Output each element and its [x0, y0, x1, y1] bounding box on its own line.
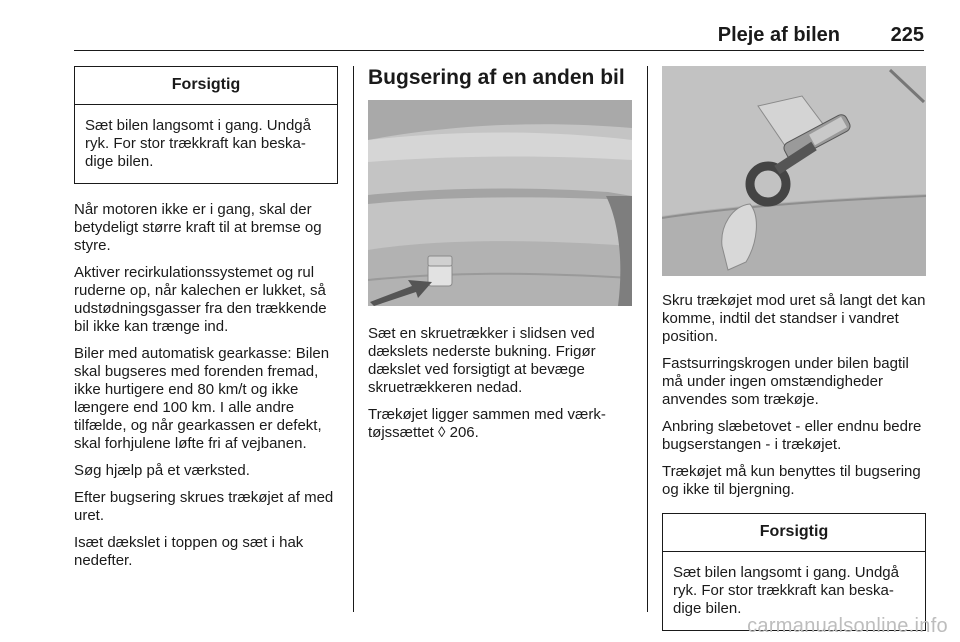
paragraph: Efter bugsering skrues trækøjet af med uret.: [74, 489, 334, 524]
paragraph: Sæt en skruetrækker i slidsen ved dækslets nederste bukning. Frigør dækslet ved forsigtigt at bevæge skruetrækkeren nedad.: [368, 325, 596, 396]
paragraph: Aktiver recirkulationssystemet og rul ruderne op, når kalechen er lukket, så udstødningsgasser fra den trækkende bil ikke kan trænge ind.: [74, 264, 327, 335]
paragraph: Når motoren ikke er i gang, skal der betydeligt større kraft til at bremse og styre.: [74, 201, 322, 254]
caution-box: [662, 513, 926, 631]
page-reference: 206.: [449, 424, 479, 441]
column-divider-1: [353, 66, 354, 612]
bumper-illustration: [368, 100, 632, 306]
paragraph-text: Trækøjet ligger sammen med værktøjssættet: [368, 406, 606, 441]
column-1: [74, 66, 338, 579]
column-2: [368, 66, 632, 451]
paragraph: Søg hjælp på et værksted.: [74, 462, 250, 479]
caution-heading: Forsigtig: [75, 67, 337, 105]
bumper-cover-figure: [368, 100, 632, 306]
paragraph: Trækøjet må kun benyttes til bugsering og ikke til bjergning.: [662, 463, 921, 498]
column-divider-2: [647, 66, 648, 612]
paragraph: Anbring slæbetovet - eller endnu bedre bugserstangen - i trækøjet.: [662, 418, 922, 453]
header-rule: [74, 50, 924, 51]
tow-eye-illustration: [662, 66, 926, 276]
caution-text: Sæt bilen langsomt i gang. Undgå ryk. For stor trækkraft kan beskadige bilen.: [673, 564, 899, 617]
paragraph: Isæt dækslet i toppen og sæt i hak nedefter.: [74, 534, 304, 569]
paragraph: [368, 406, 632, 442]
page-number: 225: [890, 24, 924, 46]
page-reference-icon: ◊: [438, 424, 446, 441]
tow-eye-figure: [662, 66, 926, 276]
page-title: Pleje af bilen: [717, 24, 840, 46]
caution-text: Sæt bilen langsomt i gang. Undgå ryk. For stor trækkraft kan beskadige bilen.: [85, 117, 311, 170]
caution-box: [74, 66, 338, 184]
page-header: [70, 24, 924, 48]
paragraph: Skru trækøjet mod uret så langt det kan komme, indtil det standser i vandret position.: [662, 292, 926, 345]
paragraph: Biler med automatisk gearkasse: Bilen skal bugseres med forenden fremad, ikke hurtigere end 80 km/t og ikke længere end 100 km. I alle andre tilfælde, og når gearkassen er defekt, skal forhjulene løfte fri af vejbanen.: [74, 345, 330, 452]
caution-heading: Forsigtig: [663, 514, 925, 552]
watermark: carmanualsonline.info: [747, 615, 948, 637]
paragraph: Fastsurringskrogen under bilen bagtil må under ingen omstændigheder anvendes som trækøje.: [662, 355, 909, 408]
column-3: [662, 66, 926, 631]
section-title: Bugsering af en anden bil: [368, 66, 625, 89]
